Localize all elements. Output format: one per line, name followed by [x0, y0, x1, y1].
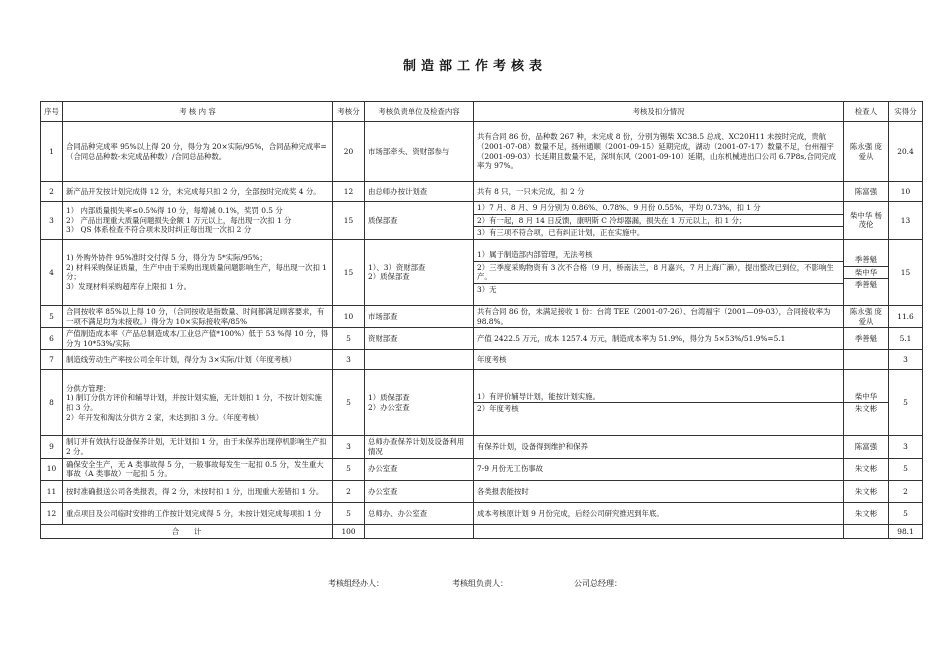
- cell-situation-part: 1）属于制造部内部管理，无法考核: [477, 250, 593, 260]
- total-score: 100: [333, 524, 365, 538]
- organizer-label: 考核组经办人：: [328, 579, 384, 588]
- cell-seq: 12: [41, 502, 63, 524]
- table-row: [41, 202, 923, 240]
- cell-situation: 有保养计划，设备得到维护和保养: [474, 436, 844, 458]
- cell-situation: 共有合同 86 份，品种数 267 种，未完成 8 份，分别为锡柴 XC38.5 总成、XC20H11 未按时完成，贵航（2001-07-08）数量不足，扬州通顺（2001-09-15）延期完成，湖动（2001-07-17）数量不足，台州福宇（2001-09-03）长延期且数量不足，深圳东风（2001-09-10）延期，山东机械进出口公司 6.7P8s,合同完成率为 97%。: [474, 122, 844, 182]
- cell-inspector: 朱文彬: [844, 480, 889, 502]
- table-row: [41, 122, 923, 182]
- cell-seq: 9: [41, 436, 63, 458]
- cell-dept: 总师办、办公室查: [365, 502, 474, 524]
- cell-inspector-part: 季善魁: [844, 278, 888, 291]
- cell-situation: 共有 8 只，一只未完成，扣 2 分: [474, 182, 844, 202]
- page-title: 制造部工作考核表: [402, 59, 547, 74]
- cell-situation: [474, 202, 844, 240]
- header-content: 考 核 内 容: [63, 102, 333, 122]
- cell-content: 按时准确报送公司各类报表，得 2 分，未按时扣 1 分，出现重大差错扣 1 分。: [63, 480, 333, 502]
- table-row: [41, 458, 923, 480]
- cell-situation: 年度考核: [474, 350, 844, 370]
- cell-score: 5: [333, 370, 365, 436]
- cell-situation-part: 2）有一起，8 月 14 日反馈，康明斯 C 冷却器漏，损失在 1 万元以上，扣 1 分；: [474, 214, 843, 227]
- cell-actual: 5: [889, 370, 923, 436]
- cell-inspector-part: 朱文彬: [844, 402, 888, 415]
- header-row: [41, 102, 923, 122]
- cell-dept: 市场部查: [365, 305, 474, 327]
- cell-situation: 各类报表能按时: [474, 480, 844, 502]
- cell-dept: 资财部查: [365, 328, 474, 350]
- cell-actual: 5: [889, 458, 923, 480]
- assessment-table: [40, 101, 923, 539]
- cell-actual: 3: [889, 350, 923, 370]
- cell-dept: 办公室查: [365, 480, 474, 502]
- cell-actual: 5: [889, 502, 923, 524]
- cell-content: 制造线劳动生产率按公司全年计划，得分为 3×实际/计划（年度考核）: [63, 350, 333, 370]
- cell-inspector: [844, 350, 889, 370]
- header-dept: 考核负责单位及检查内容: [365, 102, 474, 122]
- cell-inspector: [844, 370, 889, 436]
- cell-seq: 7: [41, 350, 63, 370]
- cell-score: 2: [333, 480, 365, 502]
- total-inspector-empty: [844, 524, 889, 538]
- cell-dept: 1）、3）资财部查 2）质保部查: [365, 239, 474, 305]
- total-row: [41, 524, 923, 538]
- total-dept-empty: [365, 524, 474, 538]
- table-row: [41, 182, 923, 202]
- cell-score: 15: [333, 239, 365, 305]
- cell-actual: 3: [889, 436, 923, 458]
- cell-situation: 成本考核原计划 9 月份完成，后经公司研究推迟到年底。: [474, 502, 844, 524]
- cell-situation: 共有合同 86 份，未满足接收 1 份：台湾 TEE（2001-07-26）、台湾福宇（2001—09-03），合同接收率为 98.8%。: [474, 305, 844, 327]
- cell-situation-part: 3）无: [474, 283, 843, 296]
- table-row: [41, 239, 923, 305]
- table-row: [41, 328, 923, 350]
- cell-situation-part: 2）三季度采购物资有 3 次不合格（9 月，桥南法兰，8 月嘉兴，7 月上海广濑），提出整改已到位，不影响生产。: [474, 261, 843, 283]
- cell-seq: 2: [41, 182, 63, 202]
- cell-situation: 7-9 月份无工伤事故: [474, 458, 844, 480]
- cell-score: 15: [333, 202, 365, 240]
- cell-inspector-part: 柴中华: [854, 391, 878, 401]
- header-situation: 考核及扣分情况: [474, 102, 844, 122]
- leader-label: 考核组负责人：: [452, 579, 508, 588]
- cell-score: 5: [333, 328, 365, 350]
- cell-dept: 1）质保部查 2）办公室查: [365, 370, 474, 436]
- cell-content: 制订并有效执行设备保养计划，无计划扣 1 分，由于未保养出现停机影响生产扣 2 分。: [63, 436, 333, 458]
- cell-score: 5: [333, 502, 365, 524]
- header-actual: 实得分: [889, 102, 923, 122]
- cell-actual: 20.4: [889, 122, 923, 182]
- cell-content: 合同品种完成率 95%以上得 20 分，得分为 20×实际/95%，合同品种完成率=（合同总品种数-未完成品种数）/合同总品种数。: [63, 122, 333, 182]
- cell-actual: 10: [889, 182, 923, 202]
- cell-inspector: 朱文彬: [844, 502, 889, 524]
- table-row: [41, 370, 923, 436]
- cell-content: 1） 内部质量损失率≤0.5%得 10 分，每增减 0.1%，奖罚 0.5 分 2） 产品出现重大质量问题损失金额 1 万元以上，每出现一次扣 1 分 3） QS 体系检查不符合项未及时纠正每出现一次扣 2 分: [63, 202, 333, 240]
- cell-seq: 4: [41, 239, 63, 305]
- cell-situation-part: 1）有评价辅导计划，能按计划实施。: [477, 391, 600, 401]
- cell-situation-part: 1）7 月、8 月、9 月分别为 0.86%、0.78%、9 月份 0.55%，平均 0.73%，扣 1 分: [477, 203, 761, 212]
- cell-dept: 市场部牵头、资财部参与: [365, 122, 474, 182]
- cell-score: 5: [333, 458, 365, 480]
- cell-inspector: 朱文彬: [844, 458, 889, 480]
- cell-inspector: 陈富强: [844, 436, 889, 458]
- cell-content: 确保安全生产，无 A 类事故得 5 分，一般事故每发生一起扣 0.5 分，发生重大事故（A 类事故）一起扣 5 分。: [63, 458, 333, 480]
- cell-actual: 15: [889, 239, 923, 305]
- cell-content: 分供方管理： 1) 制订分供方评价和辅导计划，并按计划实施，无计划扣 1 分，不按计划实施扣 3 分。 2）年开发和淘汰分供方 2 家，未达到扣 3 分。（年度考核）: [63, 370, 333, 436]
- cell-dept: 质保部查: [365, 202, 474, 240]
- cell-situation-part: 2）年度考核: [474, 402, 843, 415]
- cell-seq: 6: [41, 328, 63, 350]
- cell-inspector-part: 季善魁: [854, 254, 878, 264]
- cell-inspector: 柴中华 杨茂伦: [844, 202, 889, 240]
- total-label: 合 计: [41, 524, 333, 538]
- table-row: [41, 502, 923, 524]
- cell-score: 3: [333, 436, 365, 458]
- cell-actual: 11.6: [889, 305, 923, 327]
- cell-seq: 10: [41, 458, 63, 480]
- cell-seq: 1: [41, 122, 63, 182]
- cell-score: 3: [333, 350, 365, 370]
- cell-seq: 3: [41, 202, 63, 240]
- cell-dept: [365, 350, 474, 370]
- cell-inspector: [844, 239, 889, 305]
- table-row: [41, 305, 923, 327]
- cell-inspector: 季善魁: [844, 328, 889, 350]
- cell-dept: 总师办查保养计划及设备利用情况: [365, 436, 474, 458]
- cell-situation: [474, 370, 844, 436]
- cell-dept: 办公室查: [365, 458, 474, 480]
- cell-content: 新产品开发按计划完成得 12 分，未完成每只扣 2 分，全部按时完成奖 4 分。: [63, 182, 333, 202]
- cell-situation: [474, 239, 844, 305]
- cell-score: 10: [333, 305, 365, 327]
- cell-content: 产值制造成本率（产品总制造成本/工业总产值*100%）低于 53 %得 10 分，得分为 10*53%/实际: [63, 328, 333, 350]
- cell-score: 12: [333, 182, 365, 202]
- cell-inspector: 陈永强 庞爱从: [844, 305, 889, 327]
- cell-situation: 产值 2422.5 万元，成本 1257.4 万元，制造成本率为 51.9%，得分为 5×53%/51.9%=5.1: [474, 328, 844, 350]
- cell-actual: 5.1: [889, 328, 923, 350]
- total-situation-empty: [474, 524, 844, 538]
- cell-situation-part: 3）有三项不符合项，已有纠正计划，正在实施中。: [474, 226, 843, 239]
- header-seq: 序号: [41, 102, 63, 122]
- cell-seq: 8: [41, 370, 63, 436]
- cell-inspector: 陈富强: [844, 182, 889, 202]
- header-score: 考核分: [333, 102, 365, 122]
- cell-content: 重点项目及公司临时安排的工作按计划完成得 5 分，未按计划完成每项扣 1 分: [63, 502, 333, 524]
- total-actual: 98.1: [889, 524, 923, 538]
- cell-inspector: 陈永强 庞爱从: [844, 122, 889, 182]
- cell-dept: 由总师办按计划查: [365, 182, 474, 202]
- cell-seq: 5: [41, 305, 63, 327]
- table-row: [41, 480, 923, 502]
- cell-content: 合同按收率 85%以上得 10 分，（合同按收是指数量、时间都满足顾客要求，有一项不满足均为未接收。）得分为 10×实际接收率/85%: [63, 305, 333, 327]
- gm-label: 公司总经理：: [574, 579, 622, 588]
- cell-seq: 11: [41, 480, 63, 502]
- cell-actual: 2: [889, 480, 923, 502]
- header-inspector: 检查人: [844, 102, 889, 122]
- cell-score: 20: [333, 122, 365, 182]
- cell-inspector-part: 柴中华: [844, 266, 888, 279]
- cell-actual: 13: [889, 202, 923, 240]
- cell-content: 1) 外购外协件 95%准时交付得 5 分，得分为 5*实际/95%； 2) 材料采购保证质量，生产中由于采购出现质量问题影响生产，每出现一次扣 1 分； 3）发现材料采购超库存上限扣 1 分。: [63, 239, 333, 305]
- table-row: [41, 350, 923, 370]
- table-row: [41, 436, 923, 458]
